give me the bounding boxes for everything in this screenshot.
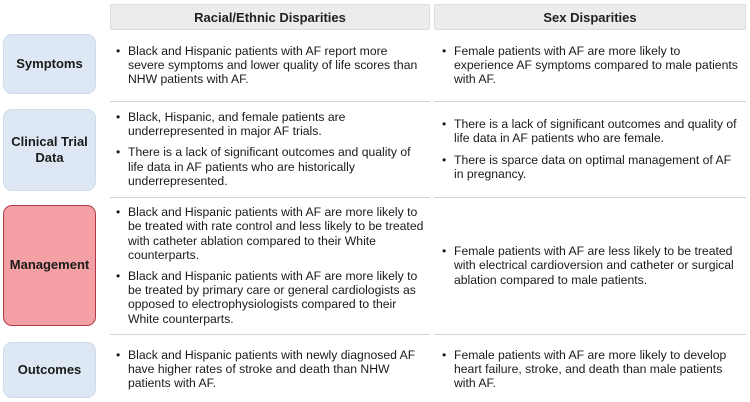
row-divider: [434, 101, 746, 102]
row-divider: [434, 334, 746, 335]
row-label-symptoms: Symptoms: [3, 34, 96, 94]
cell-management-sex: [440, 201, 740, 330]
row-label-clinical-trial-data: Clinical Trial Data: [3, 109, 96, 191]
cell-clinical-trial-racial: [114, 105, 426, 193]
list-item: • Black and Hispanic patients with newly diagnosed AF have higher rates of stroke and death than NHW patients with AF.: [116, 347, 416, 391]
row-divider: [110, 197, 430, 198]
cell-outcomes-sex: [440, 339, 740, 399]
list-item: • There is a lack of significant outcomes and quality of life data in AF patients who are female.: [442, 117, 737, 146]
list-item: • Black and Hispanic patients with AF are more likely to be treated by primary care or general cardiologists as opposed to electrophysiologists compared to their White counterparts.: [116, 269, 418, 326]
list-item: • Black, Hispanic, and female patients are underrepresented in major AF trials.: [116, 109, 346, 139]
list-item: • Female patients with AF are more likely to experience AF symptoms compared to male patients with AF.: [442, 43, 738, 87]
cell-symptoms-sex: [440, 36, 740, 94]
row-divider: [110, 334, 430, 335]
cell-management-racial: [114, 201, 426, 330]
row-divider: [434, 197, 746, 198]
cell-symptoms-racial: [114, 36, 426, 94]
row-label-outcomes: Outcomes: [3, 342, 96, 398]
column-header-racial-ethnic: Racial/Ethnic Disparities: [110, 4, 430, 30]
cell-clinical-trial-sex: [440, 105, 740, 193]
column-header-sex: Sex Disparities: [434, 4, 746, 30]
list-item: • There is sparce data on optimal management of AF in pregnancy.: [442, 152, 732, 181]
list-item: • Black and Hispanic patients with AF are more likely to be treated with rate control and less likely to be treated with catheter ablation compared to their White counterparts.: [116, 205, 424, 262]
row-divider: [110, 101, 430, 102]
list-item: • Female patients with AF are more likely to develop heart failure, stroke, and death than male patients with AF.: [442, 347, 727, 391]
cell-outcomes-racial: [114, 339, 426, 399]
list-item: • There is a lack of significant outcomes and quality of life data in AF patients who are historically underrepresented.: [116, 145, 411, 188]
row-label-management: Management: [3, 205, 96, 326]
list-item: • Female patients with AF are less likely to be treated with electrical cardioversion and catheter or surgical ablation compared to male patients.: [442, 244, 734, 287]
list-item: • Black and Hispanic patients with AF report more severe symptoms and lower quality of life scores than NHW patients with AF.: [116, 43, 418, 87]
